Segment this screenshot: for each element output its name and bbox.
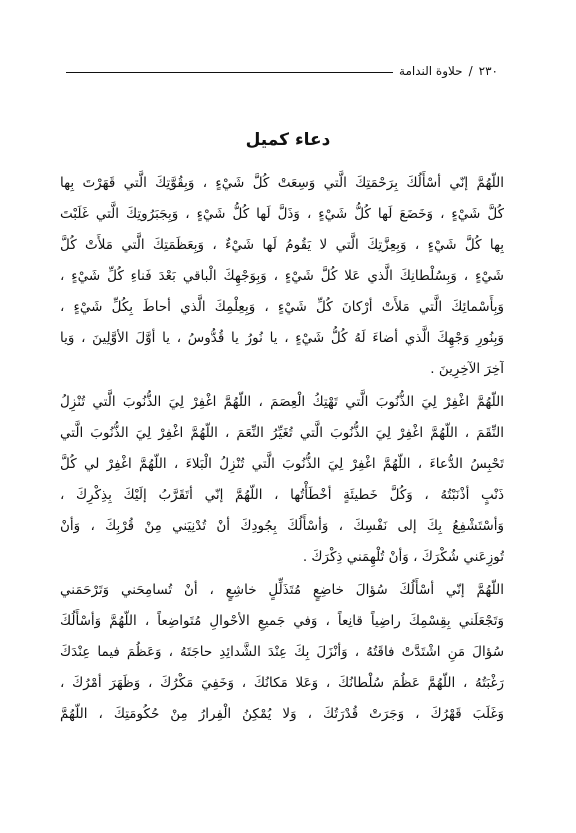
text-line: بِها كُلَّ شَيْءٍ ، وَبِعِزَّتِكَ الَّتي لا يَقُومُ لَها شَيْءٌ ، وَبِعَظَمَتِكَ الَّتي مَلأَتْ كُلَّ	[60, 237, 504, 253]
book-title: حلاوة الندامة	[399, 64, 463, 78]
header-rule	[66, 72, 393, 73]
text-line: وَبِنُورِ وَجْهِكَ الَّذي أضاءَ لَهُ كُلُّ شَيْءٍ ، يا نُورُ يا قُدُّوسُ ، يا أوَّلَ الأوَّلِينَ ، وَيا	[60, 330, 504, 346]
section-title: دعاء كميل	[245, 130, 331, 150]
text-line: تُوزِعَني شُكْرَكَ ، وَأنْ تُلْهِمَني ذِكْرَكَ .	[302, 549, 504, 565]
text-line: تَحْبِسُ الدُّعاءَ ، اللّهُمَّ اغْفِرْ لِيَ الذُّنُوبَ الَّتي تُنْزِلُ الْبَلاءَ ، اللّهُمَّ اغْفِرْ لي كُلَّ	[60, 456, 504, 472]
text-line: آخِرَ الآخِرِينَ .	[430, 361, 504, 377]
text-line: اللّهُمَّ إنّي أسْأَلُكَ سُؤالَ خاضِعٍ مُتَذَلِّلٍ خاشِعٍ ، أنْ تُسامِحَني وَتَرْحَمَني	[60, 582, 504, 598]
text-line: وَبِأَسْمائِكَ الَّتي مَلأَتْ أرْكانَ كُلِّ شَيْءٍ ، وَبِعِلْمِكَ الَّذي أحاطَ بِكُلِّ شَيْءٍ ،	[60, 299, 504, 315]
text-line: وَغَلَبَ قَهْرُكَ ، وَجَرَتْ قُدْرَتُكَ ، وَلا يُمْكِنُ الْفِرارُ مِنْ حُكُومَتِكَ ، اللّهُمَّ	[60, 706, 504, 722]
text-line: اللّهُمَّ إنّي أسْأَلُكَ بِرَحْمَتِكَ الَّتي وَسِعَتْ كُلَّ شَيْءٍ ، وَبِقُوَّتِكَ الَّتي قَهَرْتَ بِها	[60, 175, 504, 191]
paragraph-3	[60, 575, 504, 730]
text-line: وَأسْتَشْفِعُ بِكَ إلى نَفْسِكَ ، وَأسْأَلُكَ بِجُودِكَ أنْ تُدْنِيَني مِنْ قُرْبِكَ ، وَأنْ	[60, 518, 504, 534]
text-line: رَغْبَتُهُ ، اللّهُمَّ عَظُمَ سُلْطانُكَ ، وَعَلا مَكانُكَ ، وَخَفِيَ مَكْرُكَ ، وَظَهَرَ أمْرُكَ ،	[60, 675, 504, 691]
text-line: وَتَجْعَلَني بِقِسْمِكَ راضِياً قانِعاً ، وَفي جَميعِ الأحْوالِ مُتَواضِعاً ، اللّهُمَّ وَأسْأَلُكَ	[60, 613, 504, 629]
text-line: شَيْءٍ ، وَبِسُلْطانِكَ الَّذي عَلا كُلَّ شَيْءٍ ، وَبِوَجْهِكَ الْباقي بَعْدَ فَناءِ كُلِّ شَيْءٍ ،	[60, 268, 504, 284]
prayer-text	[60, 168, 504, 732]
text-line: اللّهُمَّ اغْفِرْ لِيَ الذُّنُوبَ الَّتي تَهْتِكُ الْعِصَمَ ، اللّهُمَّ اغْفِرْ لِيَ الذُّنُوبَ الَّتي تُنْزِلُ	[60, 394, 504, 410]
page-number: ٢٣٠	[478, 64, 498, 78]
header-separator: /	[468, 64, 473, 78]
text-line: سُؤالَ مَنِ اشْتَدَّتْ فاقَتُهُ ، وَأنْزَلَ بِكَ عِنْدَ الشَّدائِدِ حاجَتَهُ ، وَعَظُمَ فيما عِنْدَكَ	[60, 644, 504, 660]
text-line: كُلَّ شَيْءٍ ، وَخَضَعَ لَها كُلُّ شَيْءٍ ، وَذَلَّ لَها كُلُّ شَيْءٍ ، وَبِجَبَرُوتِكَ الَّتي غَلَبْتَ	[60, 206, 504, 222]
paragraph-2	[60, 387, 504, 573]
text-line: ذَنْبٍ أذْنَبْتُهُ ، وَكُلَّ خَطيئَةٍ أخْطَأْتُها ، اللّهُمَّ إنّي أتَقَرَّبُ إلَيْكَ بِذِكْرِكَ ،	[60, 487, 504, 503]
running-header	[66, 58, 498, 84]
text-line: النِّقَمَ ، اللّهُمَّ اغْفِرْ لِيَ الذُّنُوبَ الَّتي تُغَيِّرُ النِّعَمَ ، اللّهُمَّ اغْفِرْ لِيَ الذُّنُوبَ الَّتي	[60, 425, 504, 441]
paragraph-1	[60, 168, 504, 385]
